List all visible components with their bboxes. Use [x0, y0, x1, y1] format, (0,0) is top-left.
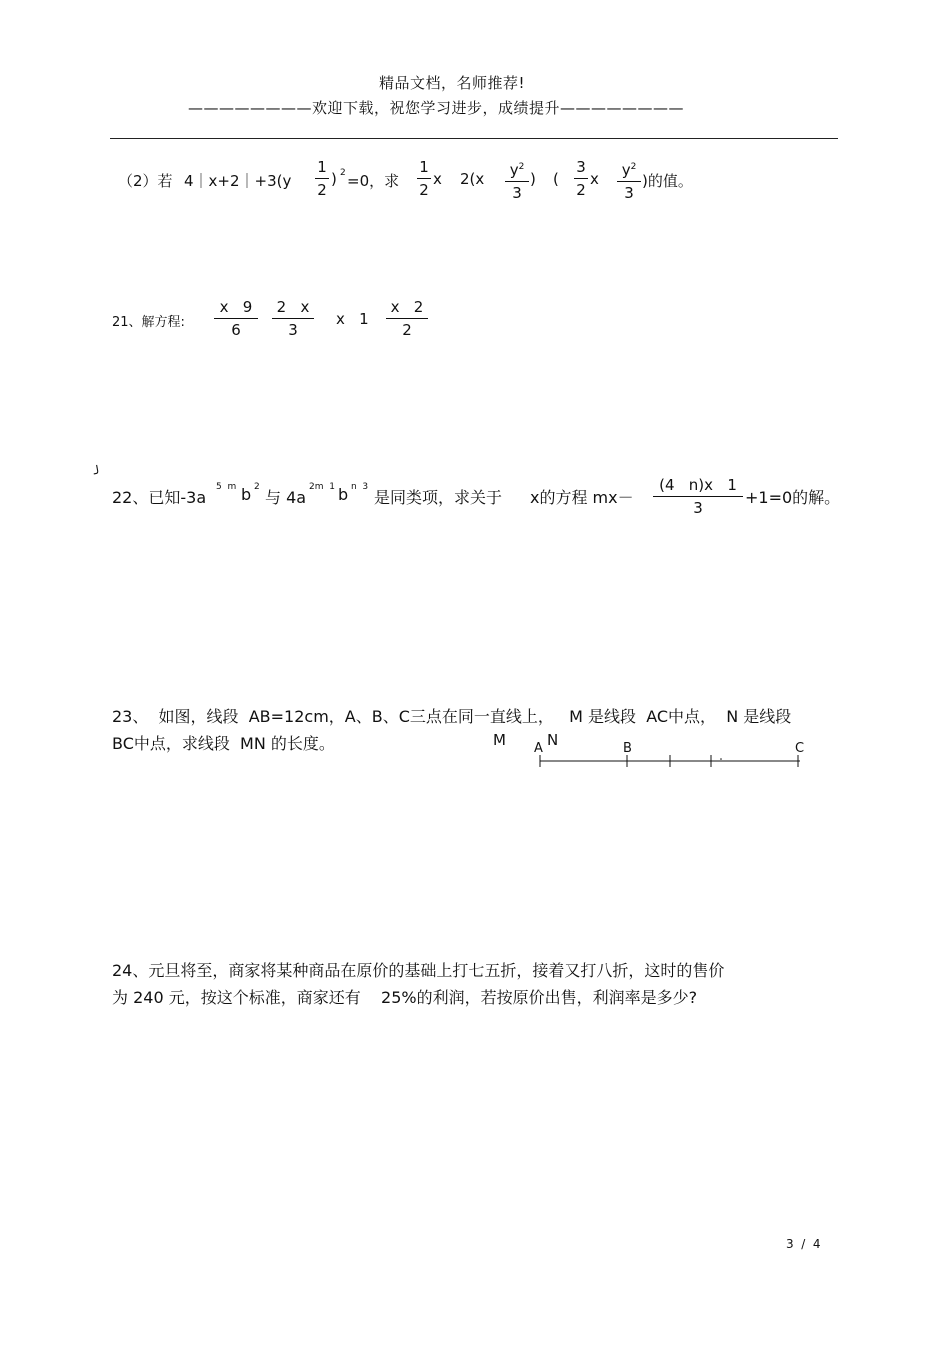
header-title: 精品文档，名师推荐! — [379, 74, 526, 92]
q20-fraction-3: $y^2$ 3 — [505, 158, 529, 202]
label-m: M — [493, 731, 506, 749]
q24-line-1: 24、元旦将至，商家将某种商品在原价的基础上打七五折，接着又打八折，这时的售价 — [112, 961, 725, 980]
q21-fraction-2: 2 x 3 — [272, 298, 314, 339]
q20-label: （2）若 — [118, 172, 173, 190]
q20-fraction-2: 1 2 — [417, 158, 431, 199]
label-c: C — [795, 741, 805, 756]
q23-line-2: BC中点，求线段 MN 的长度。 — [112, 734, 335, 753]
q22-fraction: (4 n)x 1 3 — [653, 476, 743, 517]
q21-label: 21、解方程: — [112, 315, 185, 330]
dot-mark — [720, 758, 722, 760]
label-n: N — [547, 731, 559, 749]
q21-fraction-3: x 2 2 — [386, 298, 428, 339]
q20-expr-1: 4｜x+2｜+3(y — [184, 172, 292, 190]
label-a: A — [534, 741, 543, 756]
q21-fraction-1: x 9 6 — [214, 298, 258, 339]
q23-line-1: 23、 如图，线段 AB=12cm，A、B、C三点在同一直线上， M 是线段 AC中点， N 是线段 — [112, 707, 792, 726]
handwritten-mark: ╯ — [92, 465, 104, 483]
q24-line-2: 为 240 元，按这个标准，商家还有 25%的利润，若按原价出售，利润率是多少? — [112, 988, 698, 1007]
q20-fraction-4: 3 2 — [574, 158, 588, 199]
page-number: 3 / 4 — [786, 1237, 821, 1251]
q20-fraction-5: $y^2$ 3 — [617, 158, 641, 202]
label-b: B — [623, 741, 632, 756]
header-subtitle: ————————欢迎下载，祝您学习进步，成绩提升———————— — [188, 99, 685, 117]
q20-fraction-1: 1 2 — [315, 158, 329, 199]
